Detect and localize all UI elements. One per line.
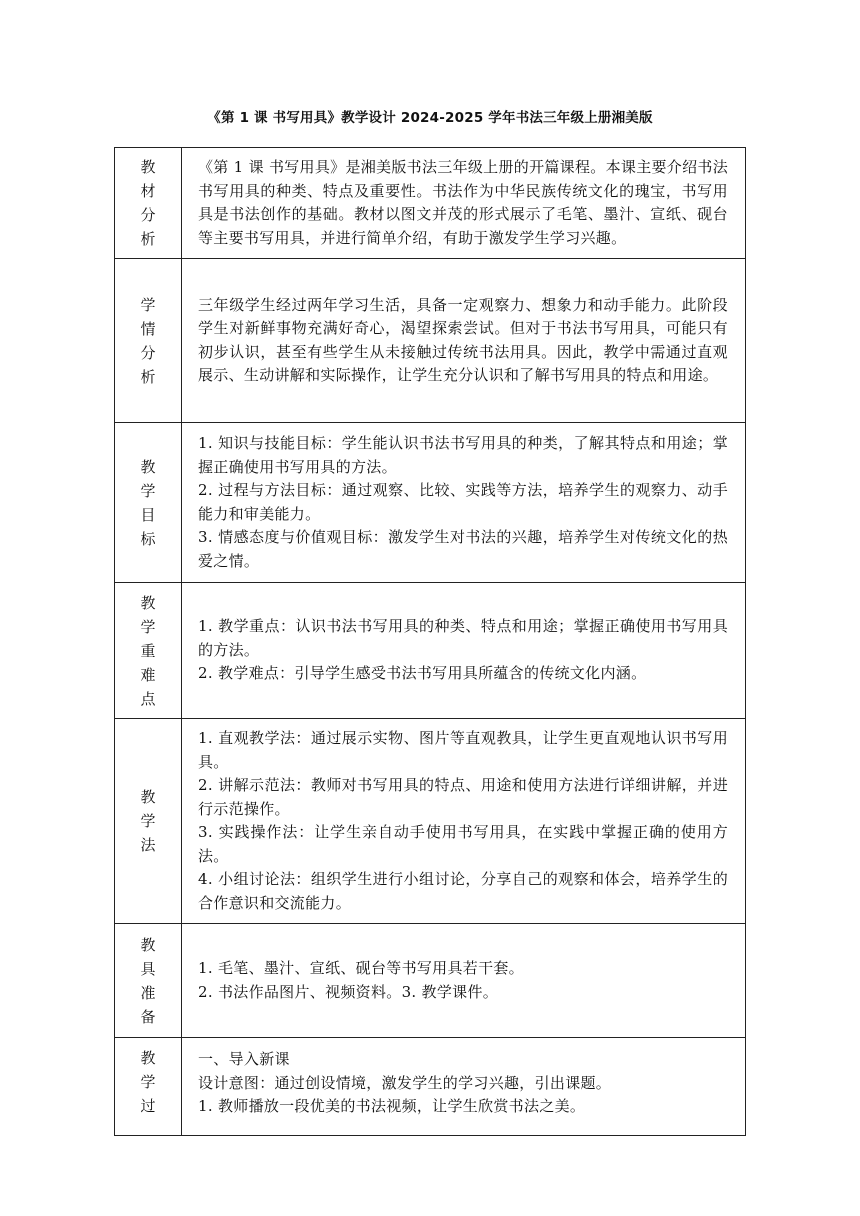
list-item: 1. 直观教学法：通过展示实物、图片等直观教具，让学生更直观地认识书写用具。	[198, 729, 728, 771]
list-item: 1. 教学重点：认识书法书写用具的种类、特点和用途；掌握正确使用书写用具的方法。	[198, 617, 728, 659]
section-heading: 一、导入新课	[198, 1050, 290, 1068]
row-content-textbook-analysis	[182, 148, 746, 259]
list-item: 1. 教师播放一段优美的书法视频，让学生欣赏书法之美。	[198, 1097, 586, 1115]
list-item: 2. 书法作品图片、视频资料。3. 教学课件。	[198, 982, 499, 1001]
row-label-key-points: 教 学 重 难 点	[115, 583, 182, 719]
document-title: 《第 1 课 书写用具》教学设计 2024-2025 学年书法三年级上册湘美版	[207, 110, 653, 126]
list-item: 2. 讲解示范法：教师对书写用具的特点、用途和使用方法进行详细讲解，并进行示范操作。	[198, 776, 728, 818]
lesson-plan-table	[114, 147, 746, 1136]
row-content-teaching-process	[182, 1038, 746, 1136]
table-row-teaching-aids	[115, 924, 746, 1038]
row-label-teaching-aids: 教 具 准 备	[115, 924, 182, 1038]
paragraph: 三年级学生经过两年学习生活，具备一定观察力、想象力和动手能力。此阶段学生对新鲜事物充满好奇心，渴望探索尝试。但对于书法书写用具，可能只有初步认识，甚至有些学生从未接触过传统书法用具。因此，教学中需通过直观展示、生动讲解和实际操作，让学生充分认识和了解书写用具的特点和用途。	[198, 295, 728, 384]
row-content-teaching-aids	[182, 924, 746, 1038]
table-row-textbook-analysis	[115, 148, 746, 259]
row-label-textbook-analysis: 教 材 分 析	[115, 148, 182, 259]
list-item: 3. 实践操作法：让学生亲自动手使用书写用具，在实践中掌握正确的使用方法。	[198, 823, 728, 865]
row-content-student-analysis	[182, 259, 746, 423]
list-item: 3. 情感态度与价值观目标：激发学生对书法的兴趣，培养学生对传统文化的热爱之情。	[198, 528, 728, 570]
list-item: 4. 小组讨论法：组织学生进行小组讨论，分享自己的观察和体会，培养学生的合作意识和交流能力。	[198, 870, 728, 912]
table-row-key-points	[115, 583, 746, 719]
table-row-teaching-process	[115, 1038, 746, 1136]
list-item: 1. 毛笔、墨汁、宣纸、砚台等书写用具若干套。	[198, 959, 524, 977]
list-item: 2. 过程与方法目标：通过观察、比较、实践等方法，培养学生的观察力、动手能力和审美能力。	[198, 481, 728, 523]
table-row-teaching-methods	[115, 719, 746, 924]
row-content-key-points	[182, 583, 746, 719]
paragraph: 《第 1 课 书写用具》是湘美版书法三年级上册的开篇课程。本课主要介绍书法书写用具的种类、特点及重要性。书法作为中华民族传统文化的瑰宝，书写用具是书法创作的基础。教材以图文并茂的形式展示了毛笔、墨汁、宣纸、砚台等主要书写用具，并进行简单介绍，有助于激发学生学习兴趣。	[198, 158, 728, 247]
row-content-teaching-methods	[182, 719, 746, 924]
row-label-teaching-methods: 教 学 法	[115, 719, 182, 924]
row-content-teaching-objectives	[182, 423, 746, 583]
row-label-teaching-objectives: 教 学 目 标	[115, 423, 182, 583]
row-label-student-analysis: 学 情 分 析	[115, 259, 182, 423]
list-item: 2. 教学难点：引导学生感受书法书写用具所蕴含的传统文化内涵。	[198, 664, 647, 683]
list-item: 1. 知识与技能目标：学生能认识书法书写用具的种类，了解其特点和用途；掌握正确使用书写用具的方法。	[198, 434, 728, 476]
table-row-teaching-objectives	[115, 423, 746, 583]
table-row-student-analysis	[115, 259, 746, 423]
row-label-teaching-process: 教 学 过	[115, 1038, 182, 1136]
paragraph: 设计意图：通过创设情境，激发学生的学习兴趣，引出课题。	[198, 1073, 612, 1092]
